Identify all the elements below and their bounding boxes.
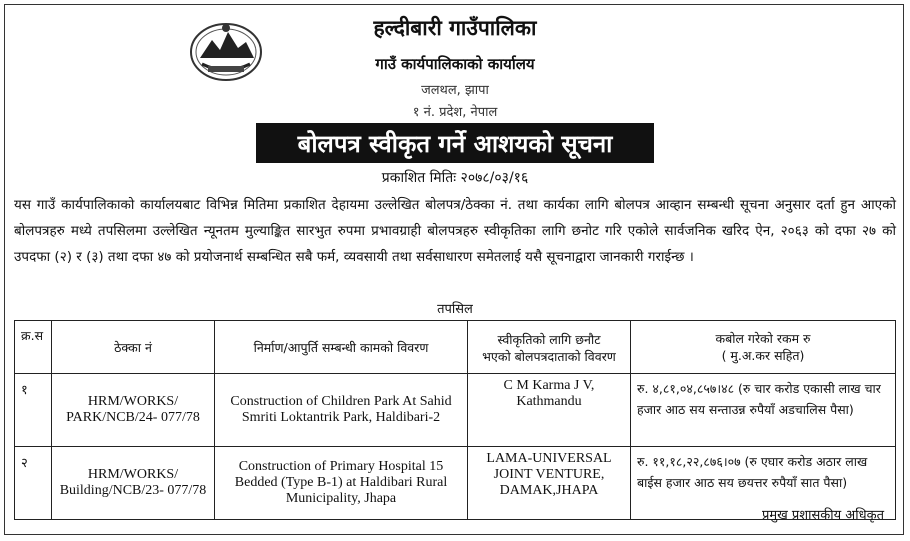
row-amount: रु. ११,१८,२२,८७६।०७ (रु एघार करोड अठार लाख बाईस हजार आठ सय छयत्तर रुपैयाँ सात पैसा) [631,447,896,520]
bid-table [14,320,896,520]
header-amount-line2: ( मु.अ.कर सहित) [721,348,805,363]
table-row [15,374,896,447]
office-province: १ नं. प्रदेश, नेपाल [412,105,498,120]
header-contract-no: ठेक्का नं [52,321,215,374]
table-header-row [15,321,896,374]
schedule-label: तपसिल [437,302,473,317]
row-amount: रु. ४,८१,०४,८५७।४८ (रु चार करोड एकासी लाख चार हजार आठ सय सन्ताउन्न रुपैयाँ अडचालिस पैसा) [631,374,896,447]
header-sn: क्र.स [15,321,52,374]
row-contract-no: HRM/WORKS/ PARK/NCB/24- 077/78 [52,374,215,447]
header-description: निर्माण/आपुर्ति सम्बन्धी कामको विवरण [215,321,468,374]
office-name: हल्दीबारी गाउँपालिका [373,16,537,40]
row-sn: १ [15,374,52,447]
row-description: Construction of Children Park At Sahid Smriti Loktantrik Park, Haldibari-2 [215,374,468,447]
header-bidder-line2: भएको बोलपत्रदाताको विवरण [482,349,616,364]
header-bidder [468,321,631,374]
row-bidder: C M Karma J V, Kathmandu [468,374,631,447]
publish-date: प्रकाशित मितिः २०७८/०३/१६ [381,170,529,186]
header-amount-line1: कबोल गरेको रकम रु [715,331,811,346]
notice-title: बोलपत्र स्वीकृत गर्ने आशयको सूचना [256,123,654,163]
signature-title: प्रमुख प्रशासकीय अधिकृत [761,508,884,523]
notice-body: यस गाउँ कार्यपालिकाको कार्यालयबाट विभिन्न मितिमा प्रकाशित देहायमा उल्लेखित बोलपत्र/ठेक्का नं. तथा कार्यका लागि बोलपत्र आव्हान सम्बन्धी सूचना अनुसार दर्ता हुन आएको बोलपत्रहरु मध्ये तपसिलमा उल्लेखित न्यूनतम मुल्याङ्कित सारभुत रुपमा प्रभावग्राही बोलपत्रहरु स्वीकृतिका लागि छनोट गरि एकोले सार्वजनिक खरिद ऐन, २०६३ को दफा २७ को उपदफा (२) र (३) तथा दफा ४७ को प्रयोजनार्थ सम्बन्धित सबै फर्म, व्यवसायी तथा सर्वसाधारण समेतलाई यसै सूचनाद्वारा जानकारी गराईन्छ । [14,197,896,265]
office-subtitle: गाउँ कार्यपालिकाको कार्यालय [375,55,535,73]
row-contract-no: HRM/WORKS/ Building/NCB/23- 077/78 [52,447,215,520]
header-amount [631,321,896,374]
row-bidder: LAMA-UNIVERSAL JOINT VENTURE, DAMAK,JHAPA [468,447,631,520]
office-location: जलथल, झापा [421,83,489,98]
header-bidder-line1: स्वीकृतिको लागि छनौट [497,332,601,347]
row-description: Construction of Primary Hospital 15 Bedded (Type B-1) at Haldibari Rural Municipality, Jhapa [215,447,468,520]
row-sn: २ [15,447,52,520]
